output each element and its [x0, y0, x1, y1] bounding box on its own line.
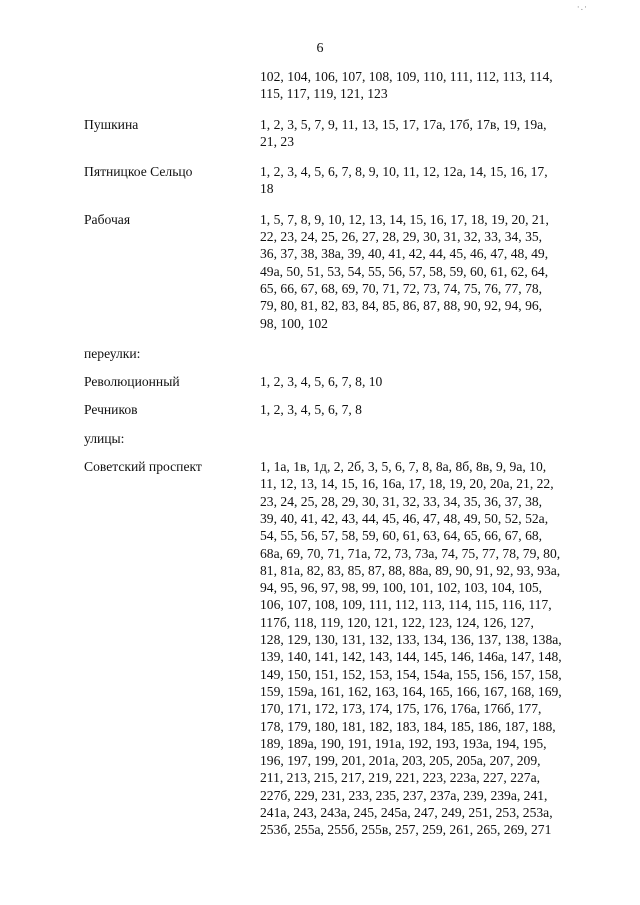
house-numbers: 1, 2, 3, 4, 5, 6, 7, 8	[260, 402, 362, 418]
house-numbers: 1, 2, 3, 4, 5, 6, 7, 8, 10	[260, 374, 383, 390]
lane-name: Революционный	[84, 374, 180, 390]
address-entry-pyatnitskoe-seltso	[84, 163, 604, 198]
house-numbers: 1, 5, 7, 8, 9, 10, 12, 13, 14, 15, 16, 17, 18, 19, 20, 21, 22, 23, 24, 25, 26, 27, 28, 29, 30, 31, 32, 33, 34, 35, 36, 37, 38, 38а, 39, 40, 41, 42, 44, 45, 46, 47, 48, 49, 49а, 50, 51, 53, 54, 55, 56, 57, 58, 59, 60, 61, 62, 64, 65, 66, 67, 68, 69, 70, 71, 72, 73, 74, 75, 76, 77, 78, 79, 80, 81, 82, 83, 84, 85, 86, 87, 88, 90, 92, 94, 96, 98, 100, 102	[260, 211, 549, 331]
street-name: Пятницкое Сельцо	[84, 164, 193, 180]
page-number: 6	[316, 41, 324, 56]
street-name: Рабочая	[84, 211, 131, 227]
house-numbers: 1, 1а, 1в, 1д, 2, 2б, 3, 5, 6, 7, 8, 8а, 8б, 8в, 9, 9а, 10, 11, 12, 13, 14, 15, 16, 16а, 17, 18, 19, 20, 20а, 21, 22, 23, 24, 25, 28, 29, 30, 31, 32, 33, 34, 35, 36, 37, 38, 39, 40, 41, 42, 43, 44, 45, 46, 47, 48, 49, 50, 52, 52а, 54, 55, 56, 57, 58, 59, 60, 61, 63, 64, 65, 66, 67, 68, 68а, 69, 70, 71, 71а, 72, 73, 73а, 74, 75, 77, 78, 79, 80, 81, 81а, 82, 83, 85, 87, 88, 88а, 89, 90, 91, 92, 93, 93а, 94, 95, 96, 97, 98, 99, 100, 101, 102, 103, 104, 105, 106, 107, 108, 109, 111, 112, 113, 114, 115, 116, 117, 117б, 118, 119, 120, 121, 122, 123, 124, 126, 127, 128, 129, 130, 131, 132, 133, 134, 136, 137, 138, 138а, 139, 140, 141, 142, 143, 144, 145, 146, 146а, 147, 148, 149, 150, 151, 152, 153, 154, 154а, 155, 156, 157, 158, 159, 159а, 161, 162, 163, 164, 165, 166, 167, 168, 169, 170, 171, 172, 173, 174, 175, 176, 176а, 176б, 177, 178, 179, 180, 181, 182, 183, 184, 185, 186, 187, 188, 189, 189а, 190, 191, 191а, 192, 193, 193а, 194, 195, 196, 197, 199, 201, 201а, 203, 205, 205а, 207, 209, 211, 213, 215, 217, 219, 221, 223, 223а, 227, 227а, 227б, 229, 231, 233, 235, 237, 237а, 239, 239а, 241, 241а, 243, 243а, 245, 245а, 247, 249, 251, 253, 253а, 253б, 255а, 255б, 255в, 257, 259, 261, 265, 269, 271	[260, 459, 562, 838]
address-entry-continued	[84, 68, 604, 103]
house-numbers: 102, 104, 106, 107, 108, 109, 110, 111, 112, 113, 114, 115, 117, 119, 121, 123	[260, 69, 553, 102]
address-entry-revolyutsionny	[84, 373, 604, 390]
address-entry-sovetsky-prospekt	[84, 458, 604, 839]
street-name: Советский проспект	[84, 459, 202, 475]
address-entry-pushkina	[84, 116, 604, 151]
lane-name: Речников	[84, 402, 138, 418]
address-list	[84, 68, 604, 839]
section-heading-streets: улицы:	[84, 430, 125, 446]
street-name: Пушкина	[84, 116, 139, 132]
address-entry-rabochaya	[84, 211, 604, 332]
section-heading-lanes: переулки:	[84, 345, 141, 361]
address-entry-rechnikov	[84, 401, 604, 418]
scan-corner-mark: ·.·	[576, 2, 588, 12]
house-numbers: 1, 2, 3, 4, 5, 6, 7, 8, 9, 10, 11, 12, 12а, 14, 15, 16, 17, 18	[260, 164, 548, 197]
house-numbers: 1, 2, 3, 5, 7, 9, 11, 13, 15, 17, 17а, 17б, 17в, 19, 19а, 21, 23	[260, 116, 547, 149]
